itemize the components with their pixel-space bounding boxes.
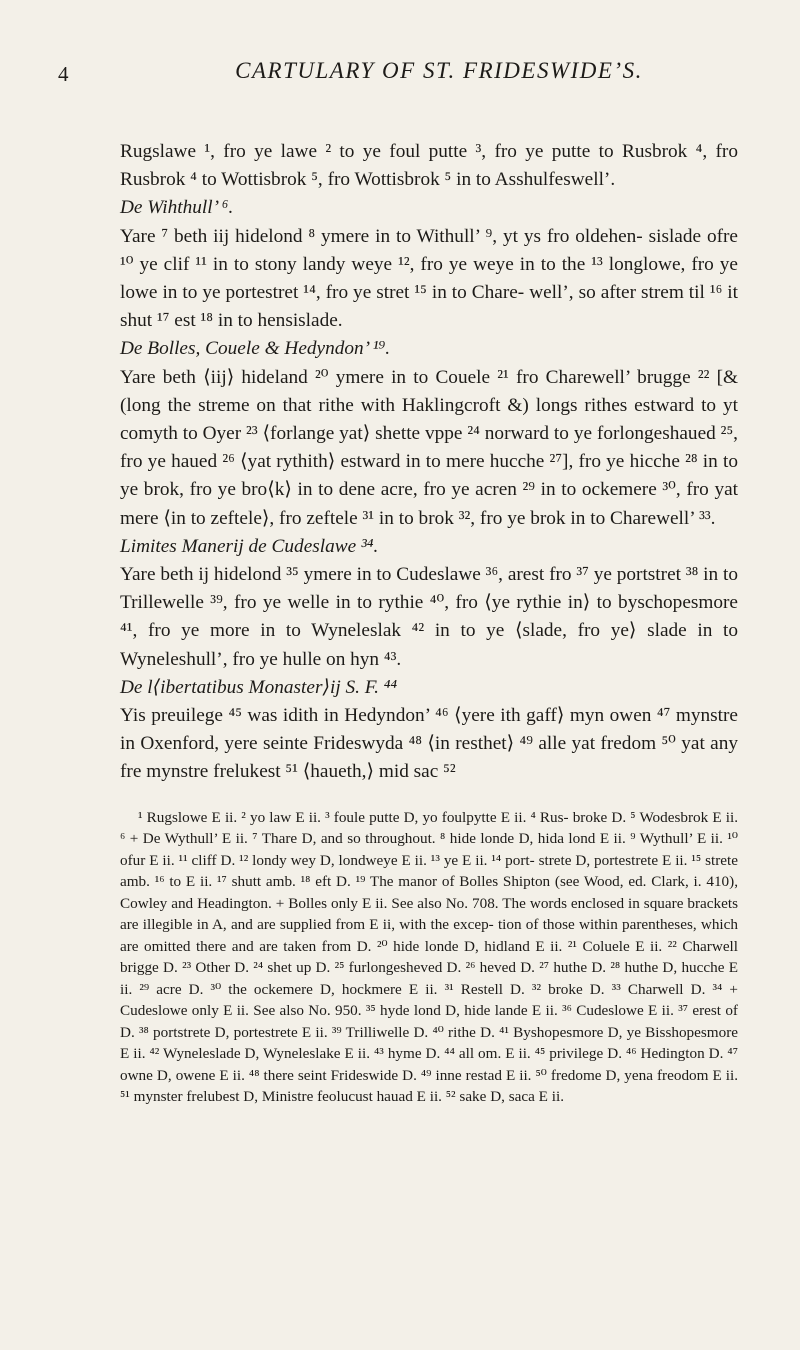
paragraph-rugslawe: Rugslawe ¹, fro ye lawe ² to ye foul putte ³, fro ye putte to Rusbrok ⁴, fro Rusbrok ⁴ to Wottisbrok ⁵, fro Wottisbrok ⁵ in to Asshulfeswell’. [120,141,738,191]
paragraph-preuilege: Yis preuilege ⁴⁵ was idith in Hedyndon’ ⁴⁶ ⟨yere ith gaff⟩ myn owen ⁴⁷ mynstre in Oxenford, yere seinte Frideswyda ⁴⁸ ⟨in resthet⟩ ⁴⁹ alle yat fredom ⁵⁰ yat any fre mynstre frelukest ⁵¹ ⟨haueth,⟩ mid sac ⁵² [120,705,738,783]
running-head [58,58,738,98]
footnotes [120,807,738,1108]
main-text [120,138,738,787]
section-heading-libertatibus: De l⟨ibertatibus Monaster⟩ij S. F. ⁴⁴ [120,676,398,698]
paragraph-withull: Yare ⁷ beth iij hidelond ⁸ ymere in to Withull’ ⁹, yt ys fro oldehen- sislade ofre ¹⁰ ye clif ¹¹ in to stony landy weye ¹², fro ye weye in to the ¹³ longlowe, fro ye lowe in to ye portestret ¹⁴, fro ye stret ¹⁵ in to Chare- well’, so after strem til ¹⁶ it shut ¹⁷ est ¹⁸ in to hensislade. [120,225,738,332]
page-number: 4 [58,62,69,86]
section-heading-wihthull: De Wihthull’ ⁶. [120,197,234,219]
footnote-text: ¹ Rugslowe E ii. ² yo law E ii. ³ foule putte D, yo foulpytte E ii. ⁴ Rus- broke D. ⁵ Wodesbrok E ii. ⁶ + De Wythull’ E ii. ⁷ Thare D, and so throughout. ⁸ hide londe D, hida lond E ii. ⁹ Wythull’ E ii. ¹⁰ ofur E ii. ¹¹ cliff D. ¹² londy wey D, londweye E ii. ¹³ ye E ii. ¹⁴ port- strete D, portestrete E ii. ¹⁵ strete amb. ¹⁶ to E ii. ¹⁷ shutt amb. ¹⁸ eft D. ¹⁹ The manor of Bolles Shipton (see Wood, ed. Clark, i. 410), Cowley and Headington. + Bolles only E ii. See also No. 708. The words enclosed in square brackets are illegible in A, and are supplied from E ii, with the excep- tion of those within parentheses, which are omitted there and are taken from D. ²⁰ hide londe D, hidland E ii. ²¹ Coluele E ii. ²² Charwell brigge D. ²³ Other D. ²⁴ shet up D. ²⁵ furlongesheved D. ²⁶ heved D. ²⁷ huthe D. ²⁸ huthe D, hucche E ii. ²⁹ acre D. ³⁰ the ockemere D, hockmere E ii. ³¹ Restell D. ³² broke D. ³³ Charwell D. ³⁴ + Cudeslowe only E ii. See also No. 950. ³⁵ hyde lond D, hide lande E ii. ³⁶ Cudeslowe E ii. ³⁷ erest of D. ³⁸ portstrete D, portestrete E ii. ³⁹ Trilliwelle D. ⁴⁰ rithe D. ⁴¹ Byshopesmore D, ye Bisshopesmore E ii. ⁴² Wyneleslade D, Wyneleslake E ii. ⁴³ hyme D. ⁴⁴ all om. E ii. ⁴⁵ privilege D. ⁴⁶ Hedington D. ⁴⁷ owne D, owene E ii. ⁴⁸ there seint Frideswide D. ⁴⁹ inne restad E ii. ⁵⁰ fredome D, yena freodom E ii. ⁵¹ mynster frelubest D, Ministre feolucust hauad E ii. ⁵² sake D, saca E ii. [120,808,738,1106]
section-heading-cudeslawe: Limites Manerij de Cudeslawe ³⁴. [120,535,379,557]
paragraph-cudeslawe: Yare beth ij hidelond ³⁵ ymere in to Cudeslawe ³⁶, arest fro ³⁷ ye portstret ³⁸ in to Trillewelle ³⁹, fro ye welle in to rythie ⁴⁰, fro ⟨ye rythie in⟩ to byschopesmore ⁴¹, fro ye more in to Wyneleslak ⁴² in to ye ⟨slade, fro ye⟩ slade in to Wyneleshull’, fro ye hulle on hyn ⁴³. [120,564,738,670]
running-title: CARTULARY OF ST. FRIDESWIDE’S. [235,58,643,83]
paragraph-couele: Yare beth ⟨iij⟩ hideland ²⁰ ymere in to Couele ²¹ fro Charewell’ brugge ²² [& (long the streme on that rithe with Haklingcroft &) longs rithes estward to yt comyth to Oyer ²³ ⟨forlange yat⟩ shette vppe ²⁴ norward to ye forlongeshaued ²⁵, fro ye haued ²⁶ ⟨yat rythith⟩ estward in to mere hucche ²⁷], fro ye hicche ²⁸ in to ye brok, fro ye bro⟨k⟩ in to dene acre, fro ye acren ²⁹ in to ockemere ³⁰, fro yat mere ⟨in to zeftele⟩, fro zeftele ³¹ in to brok ³², fro ye brok in to Charewell’ ³³. [120,366,738,529]
section-heading-bolles: De Bolles, Couele & Hedyndon’ ¹⁹. [120,338,391,360]
